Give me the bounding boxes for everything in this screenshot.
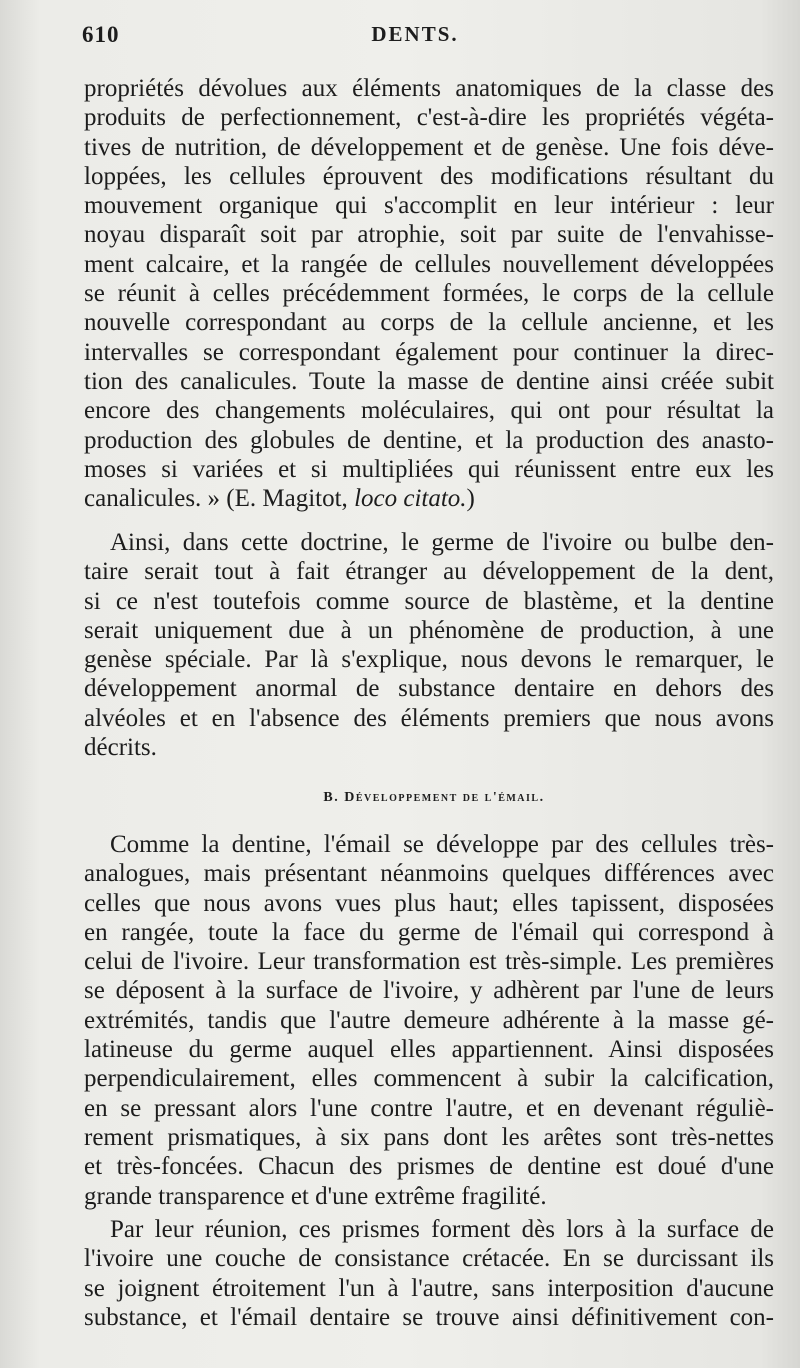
text-line: moses si variées et si multipliées qui réunissent entre eux les xyxy=(84,455,774,483)
paragraph-2 xyxy=(84,528,774,762)
text-line: Par leur réunion, ces prismes forment dès lors à la surface de xyxy=(110,1216,774,1243)
text-line: extrémités, tandis que l'autre demeure adhérente à la masse gé- xyxy=(84,1006,774,1034)
citation-prefix: canalicules. » (E. Magitot, xyxy=(84,485,355,513)
text-line: celles que nous avons vues plus haut; elles tapissent, disposées xyxy=(84,889,774,917)
text-line: celui de l'ivoire. Leur transformation est très-simple. Les premières xyxy=(84,948,774,976)
text-line: grande transparence et d'une extrême fragilité. xyxy=(84,1182,547,1210)
text-line: alvéoles et en l'absence des éléments premiers que nous avons xyxy=(84,704,774,732)
text-line: loppées, les cellules éprouvent des modifications résultant du xyxy=(84,162,774,190)
paragraph-3 xyxy=(84,830,774,1211)
text-line: décrits. xyxy=(84,734,157,762)
text-line: se déposent à la surface de l'ivoire, y adhèrent par l'une de leurs xyxy=(84,977,774,1005)
text-line: Ainsi, dans cette doctrine, le germe de l'ivoire ou bulbe den- xyxy=(110,529,774,556)
text-line-citation xyxy=(84,484,774,513)
citation-suffix: ) xyxy=(466,485,475,513)
text-line: noyau disparaît soit par atrophie, soit par suite de l'envahisse- xyxy=(84,221,774,249)
text-line: si ce n'est toutefois comme source de blastème, et la dentine xyxy=(84,587,774,615)
text-line: développement anormal de substance dentaire en dehors des xyxy=(84,675,774,703)
text-line: en se pressant alors l'une contre l'autre, et en devenant réguliè- xyxy=(84,1094,774,1122)
text-line: se réunit à celles précédemment formées, le corps de la cellule xyxy=(84,280,774,308)
page-header xyxy=(0,22,800,52)
text-line: production des globules de dentine, et la production des anasto- xyxy=(84,426,774,454)
citation-reference: loco citato. xyxy=(354,485,467,513)
text-line: rement prismatiques, à six pans dont les arêtes sont très-nettes xyxy=(84,1123,774,1151)
text-line: genèse spéciale. Par là s'explique, nous devons le remarquer, le xyxy=(84,646,774,674)
text-line: mouvement organique qui s'accomplit en leur intérieur : leur xyxy=(84,192,774,220)
text-line: substance, et l'émail dentaire se trouve ainsi définitivement con- xyxy=(84,1303,774,1331)
running-title: DENTS. xyxy=(371,22,459,46)
section-heading: B. Développement de l'émail. xyxy=(323,790,545,805)
text-line: tives de nutrition, de développement et de genèse. Une fois déve- xyxy=(84,133,774,161)
text-line: tion des canalicules. Toute la masse de dentine ainsi créée subit xyxy=(84,367,774,395)
text-line: propriétés dévolues aux éléments anatomiques de la classe des xyxy=(84,75,774,102)
page-number: 610 xyxy=(82,22,120,47)
text-line: Comme la dentine, l'émail se développe par des cellules très- xyxy=(110,831,774,858)
text-line: en rangée, toute la face du germe de l'émail qui correspond à xyxy=(84,918,774,946)
text-line: produits de perfectionnement, c'est-à-dire les propriétés végéta- xyxy=(84,104,774,132)
text-line: ment calcaire, et la rangée de cellules nouvellement développées xyxy=(84,250,774,278)
paragraph-1 xyxy=(84,74,774,513)
text-line: et très-foncées. Chacun des prismes de dentine est doué d'une xyxy=(84,1153,774,1181)
text-line: encore des changements moléculaires, qui ont pour résultat la xyxy=(84,397,774,425)
text-line: analogues, mais présentant néanmoins quelques différences avec xyxy=(84,860,774,888)
text-line: perpendiculairement, elles commencent à subir la calcification, xyxy=(84,1065,774,1093)
text-line: latineuse du germe auquel elles appartiennent. Ainsi disposées xyxy=(84,1036,774,1064)
text-line: serait uniquement due à un phénomène de production, à une xyxy=(84,616,774,644)
text-line: taire serait tout à fait étranger au développement de la dent, xyxy=(84,558,774,586)
paragraph-4 xyxy=(84,1215,774,1332)
text-line: intervalles se correspondant également pour continuer la direc- xyxy=(84,338,774,366)
text-line: nouvelle correspondant au corps de la cellule ancienne, et les xyxy=(84,309,774,337)
text-line: l'ivoire une couche de consistance crétacée. En se durcissant ils xyxy=(84,1245,774,1273)
text-line: se joignent étroitement l'un à l'autre, sans interposition d'aucune xyxy=(84,1274,774,1302)
